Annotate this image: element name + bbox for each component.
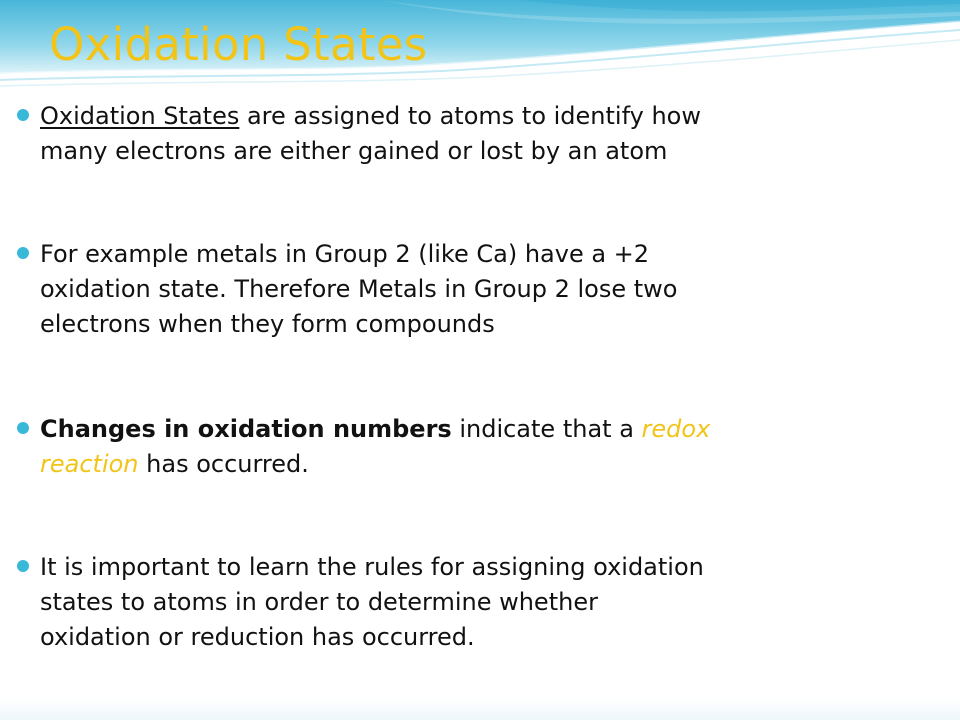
bullet-line: oxidation state. Therefore Metals in Group 2 lose two xyxy=(40,275,678,303)
term-redox: redox xyxy=(641,415,711,443)
bullet-line: states to atoms in order to determine whether xyxy=(40,588,598,616)
bullet-line: electrons when they form compounds xyxy=(40,310,495,338)
bullet-dot-icon xyxy=(17,247,29,259)
bullet-learn-rules xyxy=(40,550,940,655)
term-changes-in-oxidation-numbers: Changes in oxidation numbers xyxy=(40,415,452,443)
slide-title: Oxidation States xyxy=(49,18,428,71)
bullet-group2-example xyxy=(40,237,940,342)
bullet-oxidation-states-definition: Oxidation States are assigned to atoms to identify how many electrons are either gained or lost by an atom xyxy=(40,99,940,169)
bullet-line: It is important to learn the rules for assigning oxidation xyxy=(40,553,704,581)
term-oxidation-states: Oxidation States xyxy=(40,102,240,130)
bullet-redox-indicator: Changes in oxidation numbers indicate that a redox reaction has occurred. xyxy=(40,412,940,482)
bullet-dot-icon xyxy=(17,422,29,434)
bullet-line: many electrons are either gained or lost by an atom xyxy=(40,137,668,165)
bullet-dot-icon xyxy=(17,109,29,121)
term-reaction: reaction xyxy=(40,450,139,478)
bullet-line: oxidation or reduction has occurred. xyxy=(40,623,475,651)
bullet-dot-icon xyxy=(17,560,29,572)
footer-strip xyxy=(0,698,960,720)
bullet-line: For example metals in Group 2 (like Ca) have a +2 xyxy=(40,240,650,268)
